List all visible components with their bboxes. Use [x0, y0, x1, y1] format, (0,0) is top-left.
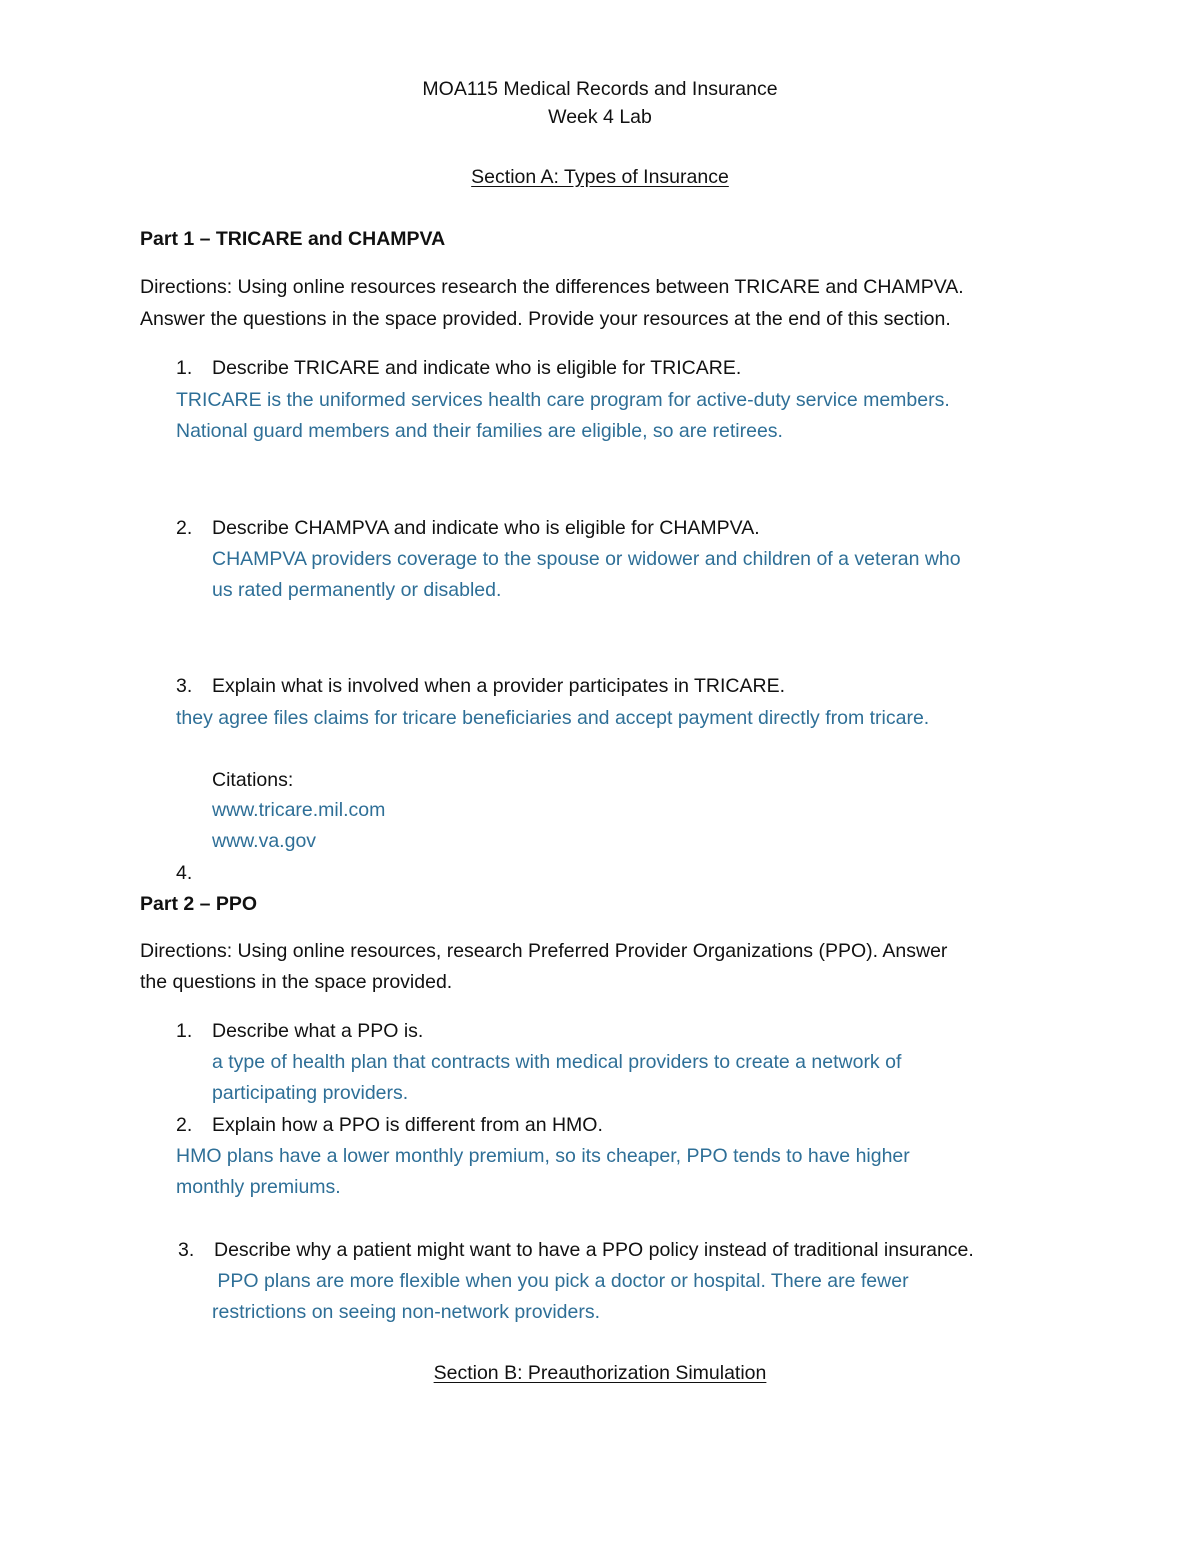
- part2-q2-answer-line1: HMO plans have a lower monthly premium, so its cheaper, PPO tends to have higher: [176, 1145, 910, 1167]
- part2-q3-answer-line2: restrictions on seeing non-network providers.: [212, 1301, 601, 1323]
- citation-link-tricare[interactable]: www.tricare.mil.com: [212, 799, 386, 821]
- part1-q3-number: 3.: [176, 675, 193, 697]
- part1-q1-answer-line2: National guard members and their families are eligible, so are retirees.: [176, 420, 783, 442]
- part1-directions-line2: Answer the questions in the space provided. Provide your resources at the end of this section.: [140, 308, 951, 330]
- part1-heading: Part 1 – TRICARE and CHAMPVA: [140, 228, 446, 250]
- part1-q2-number: 2.: [176, 517, 193, 539]
- week-label: Week 4 Lab: [548, 106, 652, 128]
- citation-link-va[interactable]: www.va.gov: [212, 830, 317, 852]
- part2-q2-text: Explain how a PPO is different from an HMO.: [212, 1114, 603, 1136]
- part2-directions-line1: Directions: Using online resources, research Preferred Provider Organizations (PPO). Answer: [140, 940, 948, 962]
- part2-q1-answer-line2: participating providers.: [212, 1082, 409, 1104]
- part2-q3-text: Describe why a patient might want to have a PPO policy instead of traditional insurance.: [214, 1239, 974, 1261]
- part1-q2-text: Describe CHAMPVA and indicate who is eligible for CHAMPVA.: [212, 517, 760, 539]
- part1-directions-line1: Directions: Using online resources research the differences between TRICARE and CHAMPVA.: [140, 276, 964, 298]
- part1-q2-answer-line2: us rated permanently or disabled.: [212, 579, 502, 601]
- part2-q1-answer-line1: a type of health plan that contracts with medical providers to create a network of: [212, 1051, 902, 1073]
- part2-q1-text: Describe what a PPO is.: [212, 1020, 424, 1042]
- citations-label: Citations:: [212, 769, 294, 791]
- part2-heading: Part 2 – PPO: [140, 893, 258, 915]
- part1-q1-number: 1.: [176, 357, 193, 379]
- part2-q3-answer-line1: PPO plans are more flexible when you pick a doctor or hospital. There are fewer: [212, 1270, 909, 1292]
- part2-q3-number: 3.: [178, 1239, 195, 1261]
- part2-directions-line2: the questions in the space provided.: [140, 971, 453, 993]
- course-title: MOA115 Medical Records and Insurance: [422, 78, 778, 100]
- section-b-heading: Section B: Preauthorization Simulation: [433, 1362, 767, 1384]
- part1-empty-item-number: 4.: [176, 862, 193, 884]
- section-a-heading: Section A: Types of Insurance: [471, 166, 729, 188]
- part1-q1-answer-line1: TRICARE is the uniformed services health care program for active-duty service members.: [176, 389, 950, 411]
- part2-q2-number: 2.: [176, 1114, 193, 1136]
- part2-q1-number: 1.: [176, 1020, 193, 1042]
- part1-q2-answer-line1: CHAMPVA providers coverage to the spouse or widower and children of a veteran who: [212, 548, 961, 570]
- part1-q1-text: Describe TRICARE and indicate who is eligible for TRICARE.: [212, 357, 742, 379]
- part2-q2-answer-line2: monthly premiums.: [176, 1176, 341, 1198]
- part1-q3-text: Explain what is involved when a provider participates in TRICARE.: [212, 675, 785, 697]
- part1-q3-answer-line1: they agree files claims for tricare beneficiaries and accept payment directly from tricare.: [176, 707, 930, 729]
